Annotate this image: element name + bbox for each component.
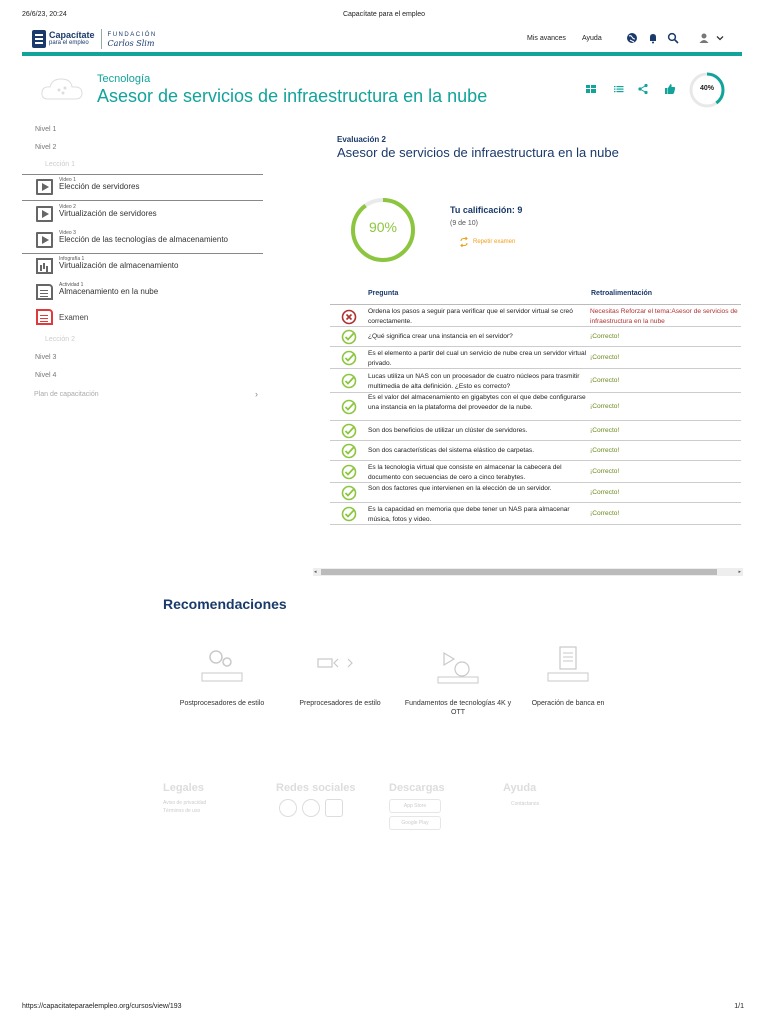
recommendation-name: Postprocesadores de estilo: [179, 700, 265, 707]
bell-icon[interactable]: [647, 32, 659, 44]
sidebar-item-kind: Infografía 1: [59, 256, 85, 262]
feedback-correct: ¡Correcto!: [590, 333, 620, 340]
check-circle-icon: [341, 443, 357, 459]
feedback-correct: ¡Correcto!: [590, 377, 620, 384]
globe-icon[interactable]: [626, 32, 638, 44]
check-circle-icon: [341, 464, 357, 480]
scrollbar-thumb[interactable]: [321, 569, 717, 575]
sidebar-item-label: Elección de las tecnologías de almacenamiento: [59, 235, 228, 244]
table-row: [330, 421, 741, 441]
gears-icon: [196, 645, 248, 685]
sidebar-item-label: Almacenamiento en la nube: [59, 287, 159, 296]
sidebar-item-kind: Video 2: [59, 204, 76, 210]
check-circle-icon: [341, 506, 357, 522]
feedback-correct: ¡Correcto!: [590, 489, 620, 496]
sidebar-plan-capacitacion[interactable]: Plan de capacitación: [34, 391, 99, 398]
infographic-icon: [36, 258, 53, 274]
foundation-line1: FUNDACIÓN: [107, 31, 157, 38]
feedback-correct: ¡Correcto!: [590, 427, 620, 434]
table-row: [330, 393, 741, 421]
recommendation-name: Fundamentos de tecnologías 4K y OTT: [404, 700, 512, 716]
sidebar-item-examen[interactable]: [36, 306, 261, 328]
table-row: [330, 369, 741, 393]
share-icon[interactable]: [637, 83, 649, 95]
facebook-icon[interactable]: [302, 799, 320, 817]
thumbs-up-icon[interactable]: [664, 83, 676, 95]
scroll-left-arrow-icon[interactable]: ◂: [314, 569, 317, 575]
x-circle-icon: [341, 309, 357, 325]
grid-view-icon[interactable]: [585, 83, 597, 95]
question-text: Ordena los pasos a seguir para verificar que el servidor virtual se creó correctamente.: [368, 308, 573, 325]
course-title: Asesor de servicios de infraestructura en la nube: [97, 86, 488, 106]
question-text: Lucas utiliza un NAS con un procesador de cuatro núcleos para trasmitir multimedia de alta definición. ¿Esto es correcto?: [368, 373, 580, 390]
retry-icon[interactable]: [459, 237, 469, 250]
sidebar-item-label: Virtualización de almacenamiento: [59, 261, 179, 270]
footer-link-privacidad[interactable]: Aviso de privacidad: [163, 800, 207, 806]
score-percent: 90%: [368, 219, 398, 235]
logo-line2: para el empleo: [49, 40, 89, 46]
check-circle-icon: [341, 399, 357, 415]
question-text: Es el elemento a partir del cual un servicio de nube crea un servidor virtual privado.: [368, 350, 587, 367]
code-icon: [314, 645, 366, 685]
play-video-icon: [36, 179, 53, 195]
print-page-number: 1/1: [734, 1003, 744, 1010]
sidebar-item-label: Elección de servidores: [59, 182, 140, 191]
sidebar-item-kind: Video 3: [59, 230, 76, 236]
footer-redes-heading: Redes sociales: [276, 782, 356, 794]
sidebar-divider: [22, 174, 263, 175]
course-category: Tecnología: [97, 73, 151, 85]
recommendation-card[interactable]: [402, 645, 514, 715]
sidebar-item-video-1[interactable]: [36, 176, 261, 198]
evaluation-label: Evaluación 2: [337, 135, 386, 144]
print-url: https://capacitateparaelempleo.org/cursos/view/193: [22, 1003, 182, 1010]
feedback-correct: ¡Correcto!: [590, 447, 620, 454]
question-text: Son dos características del sistema elástico de carpetas.: [368, 447, 535, 454]
sidebar-nivel-1[interactable]: Nivel 1: [35, 126, 57, 133]
footer-descargas-heading: Descargas: [389, 782, 445, 794]
foundation-line2: Carlos Slim: [107, 38, 155, 48]
feedback-correct: ¡Correcto!: [590, 468, 620, 475]
activity-document-icon: [36, 284, 53, 300]
recommendation-card[interactable]: [166, 645, 278, 715]
grade-detail: (9 de 10): [450, 220, 479, 227]
sidebar-item-label: Virtualización de servidores: [59, 209, 157, 218]
sidebar-nivel-4[interactable]: Nivel 4: [35, 372, 57, 379]
column-feedback: Retroalimentación: [591, 290, 653, 297]
sidebar-item-kind: Video 1: [59, 177, 76, 183]
check-circle-icon: [341, 350, 357, 366]
check-circle-icon: [341, 423, 357, 439]
sidebar-nivel-2[interactable]: Nivel 2: [35, 144, 57, 151]
search-icon[interactable]: [667, 32, 679, 44]
sidebar-leccion-1[interactable]: Lección 1: [45, 161, 75, 168]
cloud-icon: [40, 76, 84, 102]
chevron-down-icon[interactable]: [714, 32, 726, 44]
play-video-icon: [36, 232, 53, 248]
feedback-correct: ¡Correcto!: [590, 403, 620, 410]
table-row: [330, 306, 741, 327]
question-text: Es la tecnología virtual que consiste en almacenar la cabecera del documento con secuencias de cero a cinco terabytes.: [368, 464, 562, 481]
footer-ayuda-heading: Ayuda: [503, 782, 537, 794]
sidebar-nivel-3[interactable]: Nivel 3: [35, 354, 57, 361]
recommendation-card[interactable]: [512, 645, 624, 715]
google-play-badge[interactable]: Google Play: [389, 816, 441, 830]
logo-mark-icon: [32, 30, 46, 48]
media-4k-icon: [432, 645, 484, 685]
question-text: Son dos factores que intervienen en la elección de un servidor.: [368, 485, 552, 492]
document-icon: [542, 645, 594, 685]
scroll-right-arrow-icon[interactable]: ▸: [738, 569, 741, 575]
sidebar-item-video-2[interactable]: [36, 203, 261, 225]
tiktok-icon[interactable]: [325, 799, 343, 817]
print-date: 26/6/23, 20:24: [22, 11, 67, 18]
check-circle-icon: [341, 329, 357, 345]
table-row: [330, 483, 741, 503]
play-video-icon: [36, 206, 53, 222]
footer-legales-heading: Legales: [163, 782, 204, 794]
table-row: [330, 503, 741, 525]
grade-label: Tu calificación: 9: [450, 205, 523, 215]
check-circle-icon: [341, 373, 357, 389]
twitter-icon[interactable]: [279, 799, 297, 817]
table-row: [330, 461, 741, 483]
nav-accent-bar: [22, 52, 742, 56]
feedback-correct: ¡Correcto!: [590, 354, 620, 361]
sidebar-leccion-2[interactable]: Lección 2: [45, 336, 75, 343]
question-text: ¿Qué significa crear una instancia en el servidor?: [368, 333, 513, 340]
sidebar-divider: [22, 200, 263, 201]
print-title: Capacítate para el empleo: [342, 11, 426, 18]
list-view-icon[interactable]: [613, 83, 625, 95]
footer-link-contactanos[interactable]: Contáctanos: [511, 801, 540, 807]
results-table-header: [330, 286, 741, 305]
sidebar-item-actividad-1[interactable]: [36, 281, 261, 303]
site-logo[interactable]: [32, 27, 157, 51]
sidebar-item-label: Examen: [59, 313, 89, 322]
top-navbar: [22, 24, 742, 54]
user-icon[interactable]: [698, 32, 710, 44]
recommendation-card[interactable]: [284, 645, 396, 715]
recommendation-name: Operación de banca en: [531, 700, 605, 707]
logo-line1: Capacítate: [49, 30, 95, 40]
feedback-reinforce-link[interactable]: Necesitas Reforzar el tema:Asesor de servicios de infraestructura en la nube: [590, 308, 738, 325]
sidebar-item-kind: Actividad 1: [59, 282, 84, 288]
table-row: [330, 347, 741, 369]
recommendations-title: Recomendaciones: [163, 596, 287, 612]
sidebar-item-infografia-1[interactable]: [36, 255, 261, 277]
feedback-correct: ¡Correcto!: [590, 510, 620, 517]
exam-icon: [36, 309, 53, 325]
sidebar-item-video-3[interactable]: [36, 229, 261, 251]
question-text: Es el valor del almacenamiento en gigabytes con el que debe configurarse una instancia en la plataforma del proveedor de la nube.: [368, 394, 586, 411]
evaluation-title: Asesor de servicios de infraestructura en la nube: [337, 145, 619, 160]
app-store-badge[interactable]: App Store: [389, 799, 441, 813]
column-question: Pregunta: [368, 290, 399, 297]
chevron-right-icon[interactable]: ›: [255, 389, 258, 399]
check-circle-icon: [341, 485, 357, 501]
footer-link-terminos[interactable]: Términos de uso: [163, 808, 201, 814]
nav-mis-avances[interactable]: Mis avances: [527, 35, 566, 42]
recommendation-name: Preprocesadores de estilo: [299, 700, 381, 707]
nav-ayuda[interactable]: Ayuda: [582, 35, 602, 42]
sidebar-divider: [22, 253, 263, 254]
logo-separator: [101, 29, 102, 49]
table-row: [330, 327, 741, 347]
course-progress-label: 40%: [699, 85, 714, 92]
table-row: [330, 441, 741, 461]
retry-exam-button[interactable]: Repetir examen: [473, 239, 516, 245]
horizontal-scrollbar[interactable]: [313, 568, 743, 576]
question-text: Es la capacidad en memoria que debe tener un NAS para almacenar música, fotos y video.: [368, 506, 570, 523]
question-text: Son dos beneficios de utilizar un clúster de servidores.: [368, 427, 528, 434]
